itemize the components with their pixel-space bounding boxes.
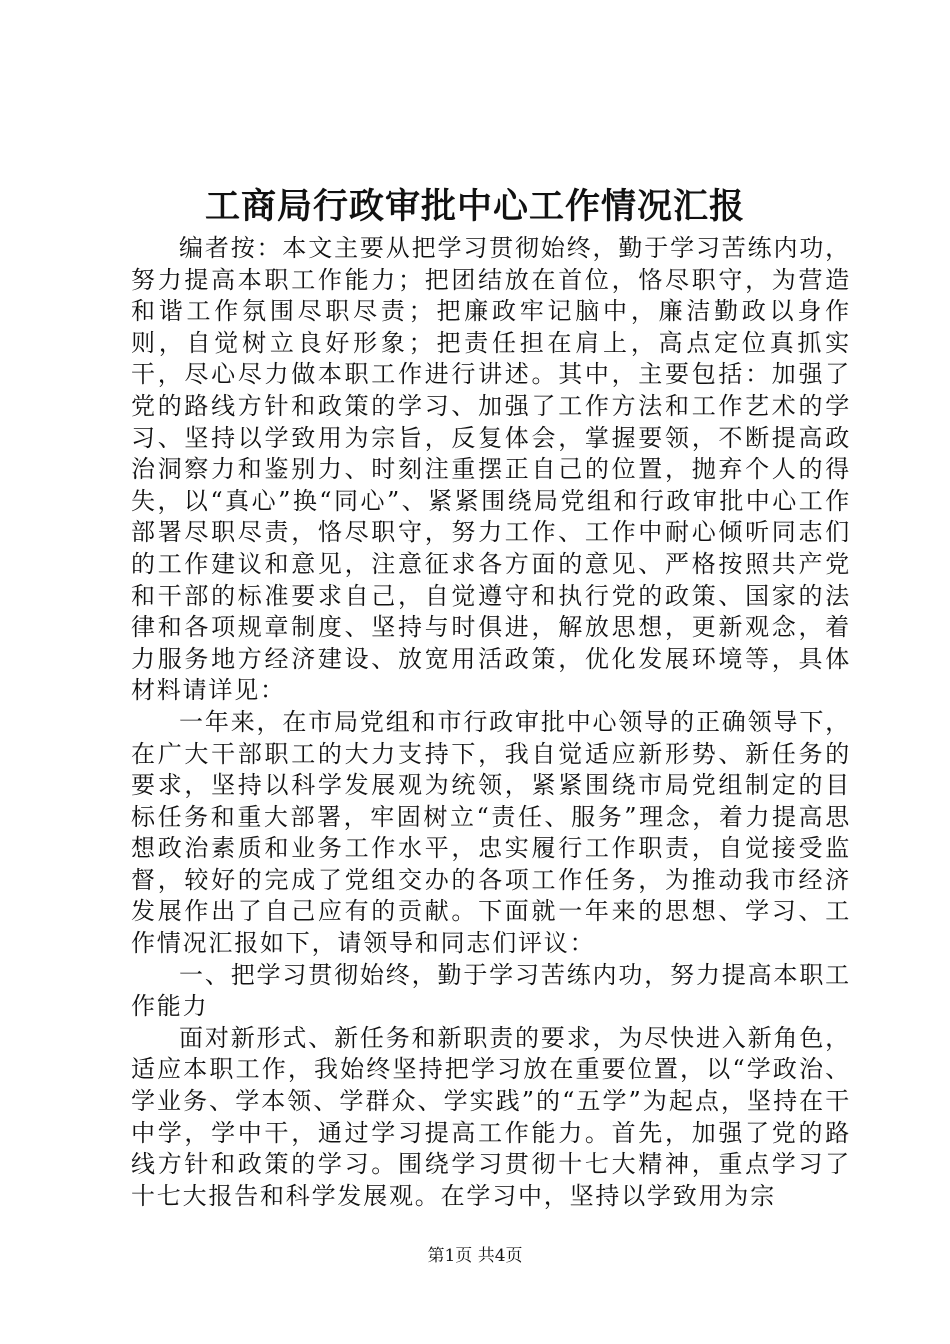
document-title: 工商局行政审批中心工作情况汇报 <box>204 186 745 227</box>
editor-note-paragraph: 编者按：本文主要从把学习贯彻始终，勤于学习苦练内功，努力提高本职工作能力；把团结放在首位，恪尽职守，为营造和谐工作氛围尽职尽责；把廉政牢记脑中，廉洁勤政以身作则，自觉树立良好形象；把责任担在肩上，高点定位真抓实干，尽心尽力做本职工作进行讲述。其中，主要包括：加强了党的路线方针和政策的学习、加强了工作方法和工作艺术的学习、坚持以学致用为宗旨，反复体会，掌握要领，不断提高政治洞察力和鉴别力、时刻注重摆正自己的位置，抛弃个人的得失，以“真心”换“同心”、紧紧围绕局党组和行政审批中心工作部署尽职尽责，恪尽职守，努力工作、工作中耐心倾听同志们的工作建议和意见，注意征求各方面的意见、严格按照共产党和干部的标准要求自己，自觉遵守和执行党的政策、国家的法律和各项规章制度、坚持与时俱进，解放思想，更新观念，着力服务地方经济建设、放宽用活政策，优化发展环境等，具体材料请详见： <box>131 234 851 705</box>
document-body <box>131 233 851 1212</box>
intro-paragraph: 一年来，在市局党组和市行政审批中心领导的正确领导下，在广大干部职工的大力支持下，我自觉适应新形势、新任务的要求，坚持以科学发展观为统领，紧紧围绕市局党组制定的目标任务和重大部署，牢固树立“责任、服务”理念，着力提高思想政治素质和业务工作水平，忠实履行工作职责，自觉接受监督，较好的完成了党组交办的各项工作任务，为推动我市经济发展作出了自己应有的贡献。下面就一年来的思想、学习、工作情况汇报如下，请领导和同志们评议： <box>131 707 851 958</box>
section-heading-1: 一、把学习贯彻始终，勤于学习苦练内功，努力提高本职工作能力 <box>131 960 851 1021</box>
section-paragraph-1: 面对新形式、新任务和新职责的要求，为尽快进入新角色，适应本职工作，我始终坚持把学习放在重要位置，以“学政治、学业务、学本领、学群众、学实践”的“五学”为起点，坚持在干中学，学中干，通过学习提高工作能力。首先，加强了党的路线方针和政策的学习。围绕学习贯彻十七大精神，重点学习了十七大报告和科学发展观。在学习中，坚持以学致用为宗 <box>131 1023 851 1210</box>
page-number-footer: 第1页 共4页 <box>427 1246 523 1266</box>
